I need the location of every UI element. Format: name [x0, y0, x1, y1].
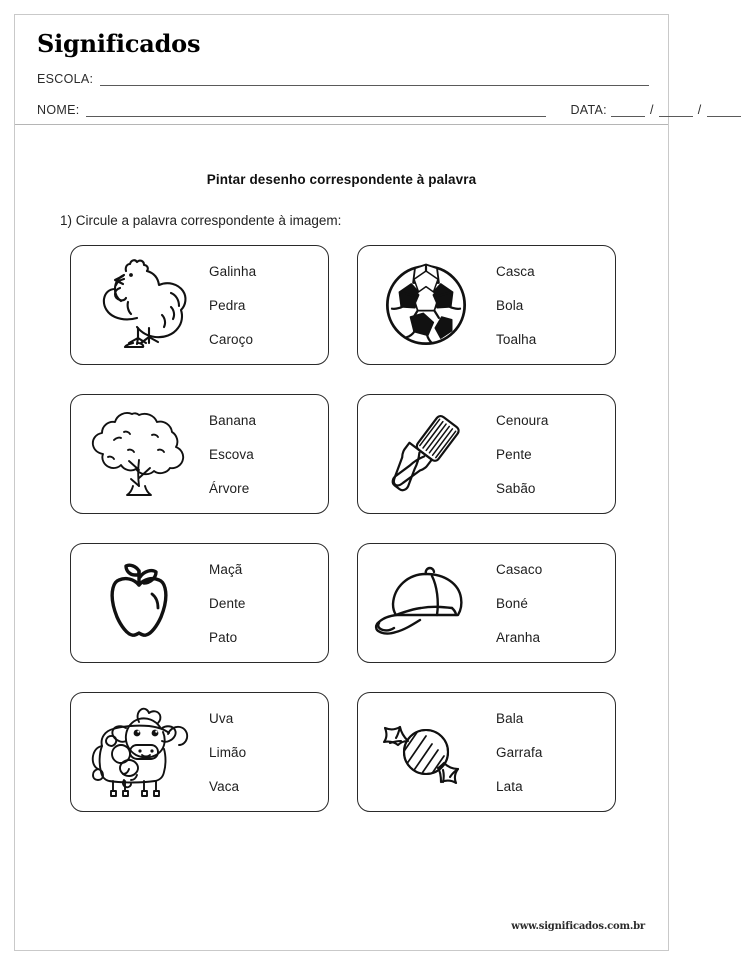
- escola-field-row: [37, 72, 649, 86]
- nome-field-row: [37, 103, 702, 117]
- data-slash-1: /: [649, 103, 654, 117]
- word-option[interactable]: Casca: [496, 263, 535, 279]
- word-option[interactable]: Bola: [496, 297, 524, 313]
- nome-label: NOME:: [37, 103, 80, 117]
- escola-label: ESCOLA:: [37, 72, 94, 86]
- word-option[interactable]: Pato: [209, 629, 238, 645]
- brush-icon: [358, 398, 493, 510]
- data-field-group: [570, 103, 744, 117]
- word-option[interactable]: Garrafa: [496, 744, 543, 760]
- page-header: [15, 15, 702, 125]
- brand-logo: Significados: [37, 29, 201, 58]
- exercise-grid: [70, 245, 616, 812]
- exercise-card[interactable]: [357, 692, 616, 812]
- word-option[interactable]: Limão: [209, 744, 247, 760]
- word-options: [493, 264, 615, 347]
- exercise-card[interactable]: [357, 245, 616, 365]
- exercise-card[interactable]: [70, 245, 329, 365]
- exercise-instruction: 1) Circule a palavra correspondente à imagem:: [60, 213, 342, 228]
- word-option[interactable]: Banana: [209, 412, 257, 428]
- word-option[interactable]: Caroço: [209, 331, 254, 347]
- word-options: [493, 711, 615, 794]
- candy-icon: [358, 696, 493, 808]
- word-options: [493, 562, 615, 645]
- word-option[interactable]: Lata: [496, 778, 523, 794]
- worksheet-title: Pintar desenho correspondente à palavra: [206, 172, 477, 187]
- data-year-blank[interactable]: [707, 104, 741, 117]
- word-option[interactable]: Uva: [209, 710, 234, 726]
- hen-icon: [71, 249, 206, 361]
- word-option[interactable]: Escova: [209, 446, 254, 462]
- tree-icon: [71, 398, 206, 510]
- data-label: DATA:: [570, 103, 607, 117]
- footer-url[interactable]: www.significados.com.br: [511, 921, 645, 932]
- escola-input-line[interactable]: [100, 73, 649, 86]
- word-option[interactable]: Sabão: [496, 480, 536, 496]
- word-options: [206, 562, 328, 645]
- word-option[interactable]: Dente: [209, 595, 246, 611]
- exercise-card[interactable]: [70, 543, 329, 663]
- word-option[interactable]: Cenoura: [496, 412, 549, 428]
- word-option[interactable]: Maçã: [209, 561, 243, 577]
- word-options: [206, 413, 328, 496]
- word-options: [206, 711, 328, 794]
- word-options: [493, 413, 615, 496]
- exercise-card[interactable]: [357, 543, 616, 663]
- word-option[interactable]: Boné: [496, 595, 528, 611]
- word-option[interactable]: Toalha: [496, 331, 537, 347]
- word-option[interactable]: Pedra: [209, 297, 246, 313]
- word-option[interactable]: Vaca: [209, 778, 240, 794]
- word-options: [206, 264, 328, 347]
- nome-input-line[interactable]: [86, 104, 546, 117]
- soccer-ball-icon: [358, 249, 493, 361]
- word-option[interactable]: Bala: [496, 710, 524, 726]
- apple-icon: [71, 547, 206, 659]
- word-option[interactable]: Pente: [496, 446, 532, 462]
- exercise-card[interactable]: [70, 692, 329, 812]
- exercise-card[interactable]: [70, 394, 329, 514]
- data-month-blank[interactable]: [659, 104, 693, 117]
- data-slash-2: /: [697, 103, 702, 117]
- data-day-blank[interactable]: [611, 104, 645, 117]
- word-option[interactable]: Árvore: [209, 480, 250, 496]
- cap-icon: [358, 547, 493, 659]
- exercise-card[interactable]: [357, 394, 616, 514]
- word-option[interactable]: Casaco: [496, 561, 543, 577]
- word-option[interactable]: Aranha: [496, 629, 541, 645]
- worksheet-page: [14, 14, 702, 951]
- cow-icon: [71, 696, 206, 808]
- word-option[interactable]: Galinha: [209, 263, 257, 279]
- worksheet-content: [15, 125, 668, 950]
